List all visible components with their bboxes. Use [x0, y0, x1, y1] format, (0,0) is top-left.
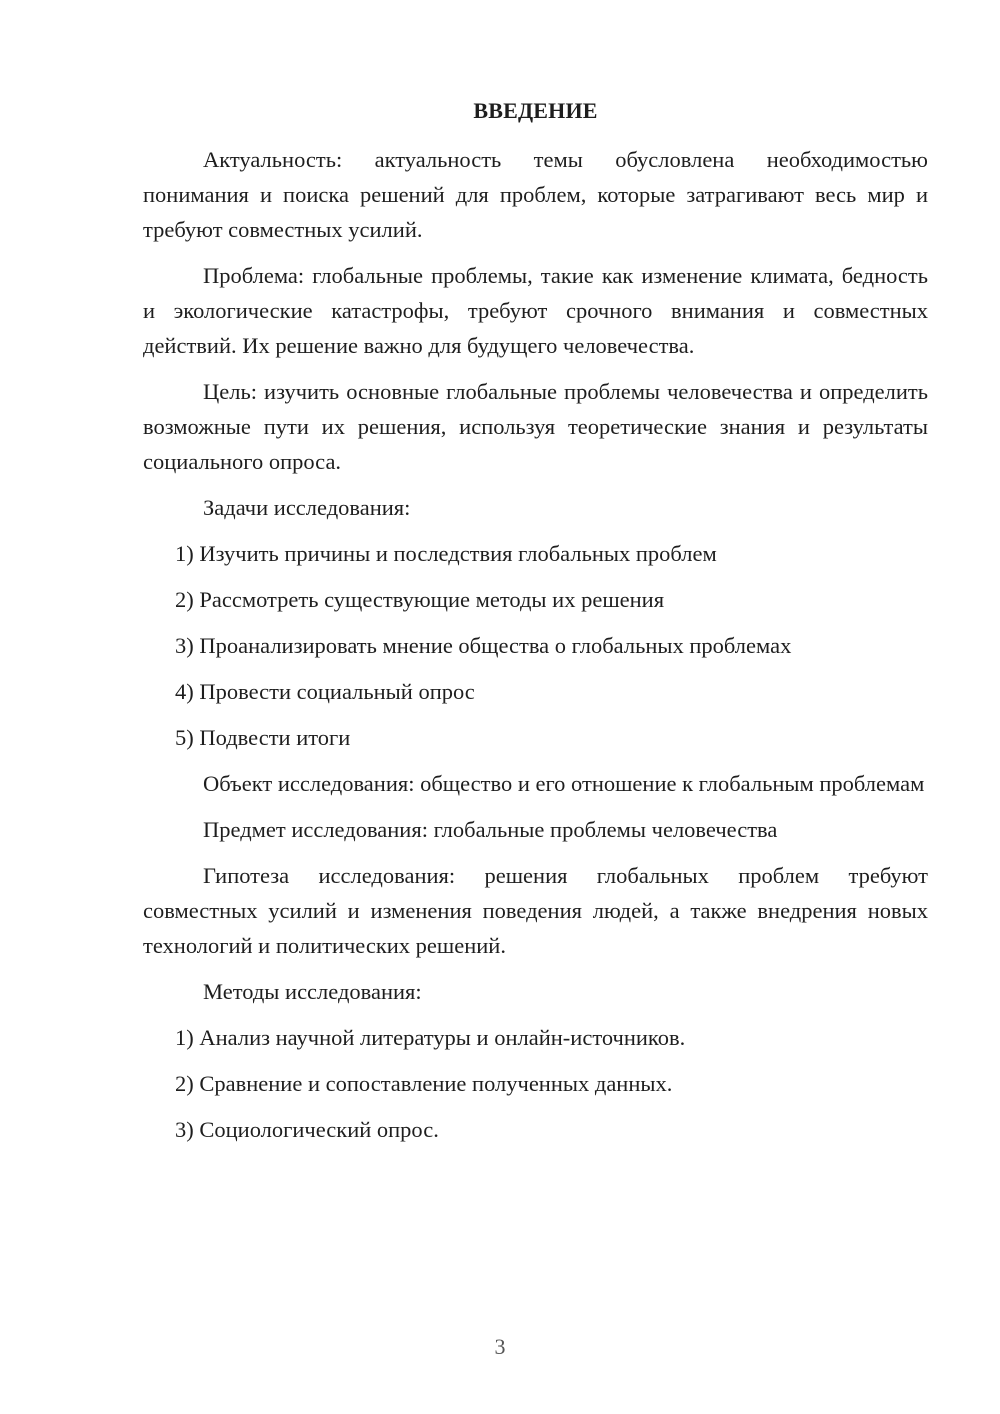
- subject-paragraph: Предмет исследования: глобальные проблемы человечества: [203, 817, 778, 842]
- relevance-paragraph: Актуальность: актуальность темы обусловлена необходимостью понимания и поиска решений для проблем, которые затрагивают весь мир и требуют совместных усилий.: [143, 147, 928, 242]
- list-item: 1) Изучить причины и последствия глобальных проблем: [175, 541, 717, 566]
- list-item: 4) Провести социальный опрос: [175, 679, 475, 704]
- list-item: 1) Анализ научной литературы и онлайн-источников.: [175, 1025, 686, 1050]
- section-title: ВВЕДЕНИЕ: [473, 98, 598, 123]
- goal-paragraph: Цель: изучить основные глобальные проблемы человечества и определить возможные пути их решения, используя теоретические знания и результаты социального опроса.: [143, 379, 928, 474]
- tasks-list: [143, 536, 928, 755]
- hypothesis-paragraph: Гипотеза исследования: решения глобальных проблем требуют совместных усилий и изменения поведения людей, а также внедрения новых технологий и политических решений.: [143, 863, 928, 958]
- list-item: 2) Сравнение и сопоставление полученных данных.: [175, 1071, 673, 1096]
- list-item: 3) Социологический опрос.: [175, 1117, 439, 1142]
- list-item: 5) Подвести итоги: [175, 725, 351, 750]
- list-item: 3) Проанализировать мнение общества о глобальных проблемах: [175, 633, 792, 658]
- page-number: 3: [494, 1334, 506, 1359]
- problem-paragraph: Проблема: глобальные проблемы, такие как изменение климата, бедность и экологические катастрофы, требуют срочного внимания и совместных действий. Их решение важно для будущего человечества.: [143, 263, 928, 358]
- list-item: 2) Рассмотреть существующие методы их решения: [175, 587, 665, 612]
- document-body: [143, 142, 928, 1158]
- tasks-heading: Задачи исследования:: [203, 495, 411, 520]
- object-paragraph: Объект исследования: общество и его отношение к глобальным проблемам: [203, 771, 925, 796]
- methods-heading: Методы исследования:: [203, 979, 422, 1004]
- methods-list: [143, 1020, 928, 1147]
